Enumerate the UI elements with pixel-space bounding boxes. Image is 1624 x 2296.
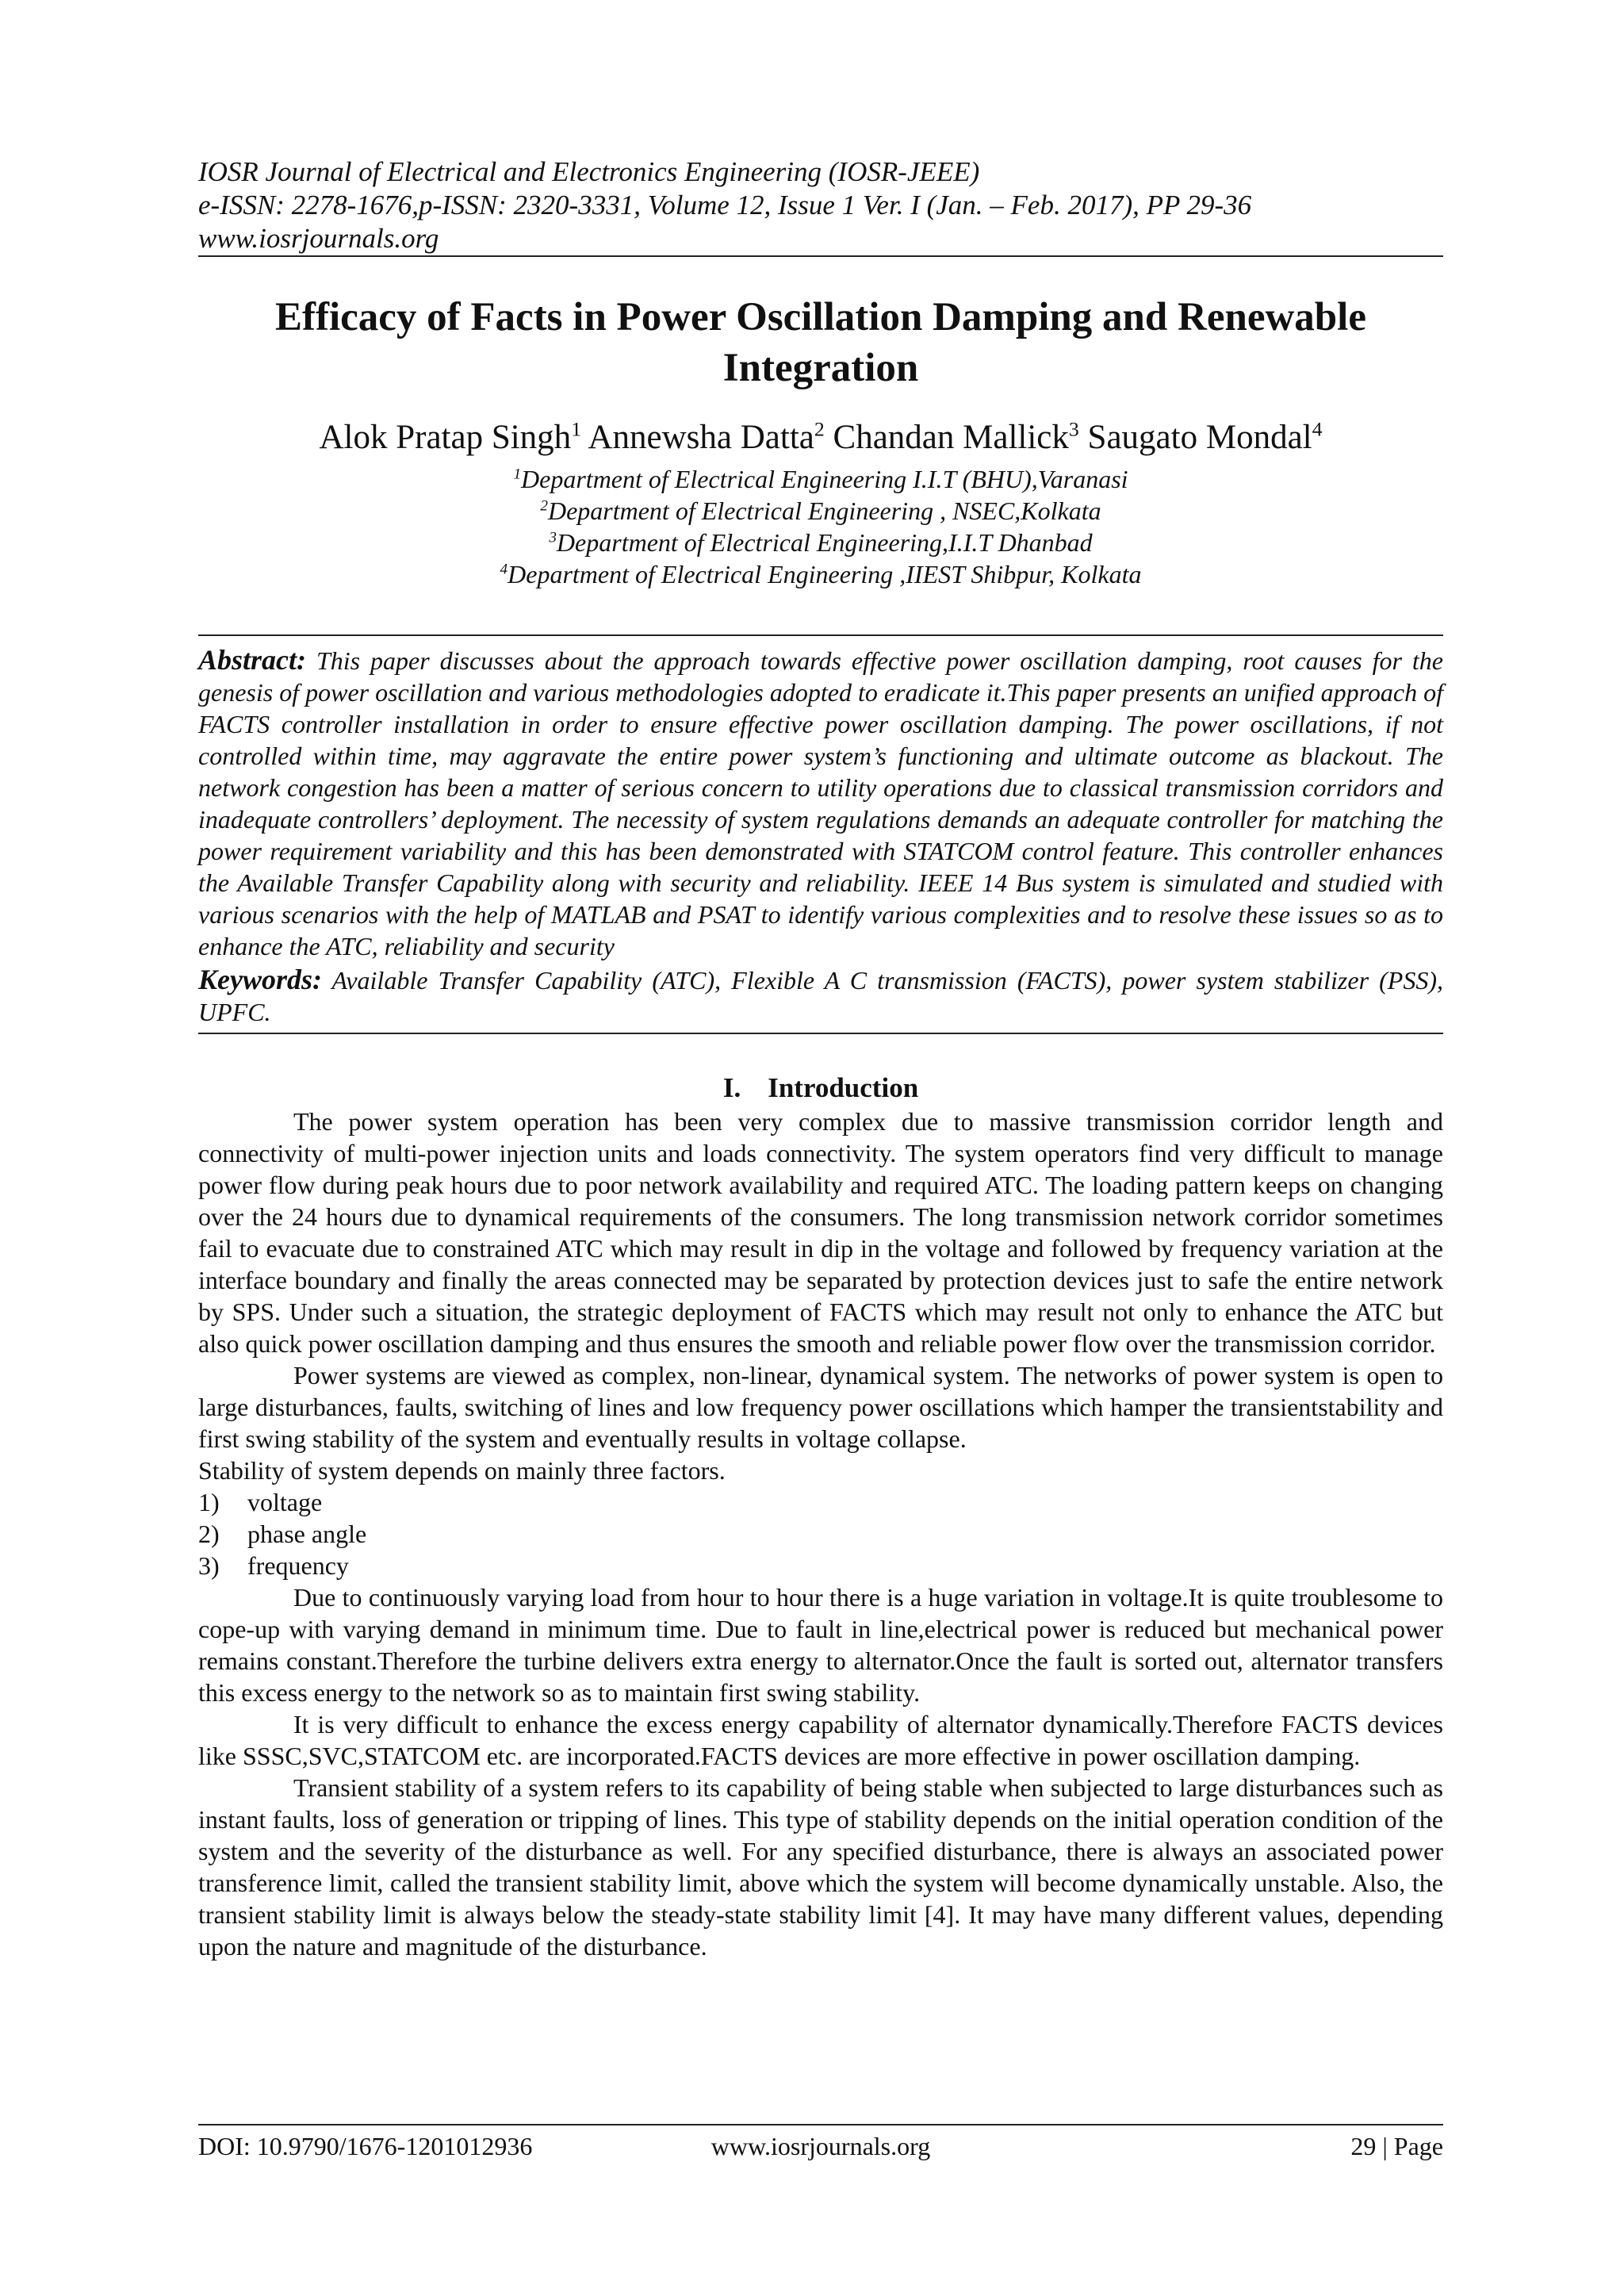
footer-doi: DOI: 10.9790/1676-1201012936	[198, 2132, 533, 2160]
section-title: Introduction	[768, 1072, 919, 1103]
list-item	[198, 1518, 1443, 1550]
section-number: I.	[722, 1072, 741, 1103]
paragraph: The power system operation has been very complex due to massive transmission corridor length and connectivity of multi-power injection units and loads connectivity. The system operators find very difficult to manage power flow during peak hours due to poor network availability and required ATC. The loading pattern keeps on changing over the 24 hours due to dynamical requirements of the consumers. The long transmission network corridor sometimes fail to evacuate due to constrained ATC which may result in dip in the voltage and followed by frequency variation at the interface boundary and finally the areas connected may be separated by protection devices just to safe the entire network by SPS. Under such a situation, the strategic deployment of FACTS which may result not only to enhance the ATC but also quick power oscillation damping and thus ensures the smooth and reliable power flow over the transmission corridor.	[198, 1107, 1443, 1358]
paragraph: Stability of system depends on mainly three factors.	[198, 1456, 726, 1485]
affiliation-sup: 3	[549, 529, 557, 546]
author-sup: 2	[814, 417, 825, 441]
paper-title	[198, 292, 1443, 393]
list-text: voltage	[247, 1488, 323, 1516]
header-website: www.iosrjournals.org	[198, 223, 439, 254]
author-sup: 1	[571, 417, 582, 441]
title-line-1: Efficacy of Facts in Power Oscillation Damping and Renewable	[275, 295, 1366, 339]
affiliation-sup: 4	[500, 561, 508, 578]
affiliation	[198, 495, 1443, 527]
footer-page-number: 29 | Page	[1350, 2132, 1443, 2160]
paragraph: Power systems are viewed as complex, non-linear, dynamical system. The networks of power system is open to large disturbances, faults, switching of lines and low frequency power oscillations which hamper the transientstability and first swing stability of the system and eventually results in voltage collapse.	[198, 1361, 1443, 1453]
author-name: Annewsha Datta	[588, 419, 814, 456]
keywords	[198, 964, 1443, 1028]
keywords-label: Keywords:	[198, 964, 322, 995]
abstract-label: Abstract:	[198, 644, 307, 676]
page-content	[198, 155, 1443, 1962]
author-name: Saugato Mondal	[1087, 419, 1312, 456]
list-item	[198, 1550, 1443, 1581]
affiliation-sup: 2	[540, 497, 548, 515]
abstract	[198, 644, 1443, 962]
author-name: Chandan Mallick	[833, 419, 1069, 456]
stability-factor-list	[198, 1486, 1443, 1581]
abstract-block	[198, 634, 1443, 1034]
abstract-bottom-divider	[198, 1033, 1443, 1034]
abstract-top-divider	[198, 634, 1443, 636]
title-line-2: Integration	[722, 346, 919, 390]
affiliation-text: Department of Electrical Engineering,I.I.T Dhanbad	[556, 528, 1093, 557]
author-name: Alok Pratap Singh	[319, 419, 572, 456]
list-text: frequency	[247, 1551, 349, 1580]
journal-header	[198, 155, 1443, 255]
list-number: 2)	[198, 1520, 220, 1548]
header-divider	[198, 255, 1443, 257]
footer-divider	[198, 2124, 1443, 2125]
author-sup: 4	[1312, 417, 1323, 441]
affiliation-sup: 1	[513, 466, 522, 483]
affiliation	[198, 558, 1443, 590]
paragraph: It is very difficult to enhance the excess energy capability of alternator dynamically.Therefore FACTS devices like SSSC,SVC,STATCOM etc. are incorporated.FACTS devices are more effective in power oscillation damping.	[198, 1710, 1443, 1770]
affiliation-list	[198, 463, 1443, 590]
issn-line: e-ISSN: 2278-1676,p-ISSN: 2320-3331, Volume 12, Issue 1 Ver. I (Jan. – Feb. 2017), PP 29-36	[198, 190, 1252, 220]
list-item	[198, 1486, 1443, 1518]
section-heading	[198, 1071, 1443, 1106]
affiliation-text: Department of Electrical Engineering , NSEC,Kolkata	[547, 496, 1101, 525]
abstract-text: This paper discusses about the approach towards effective power oscillation damping, root causes for the genesis of power oscillation and various methodologies adopted to eradicate it.This paper presents an unified approach of FACTS controller installation in order to ensure effective power oscillation damping. The power oscillations, if not controlled within time, may aggravate the entire power system’s functioning and ultimate outcome as blackout. The network congestion has been a matter of serious concern to utility operations due to classical transmission corridors and inadequate controllers’ deployment. The necessity of system regulations demands an adequate controller for matching the power requirement variability and this has been demonstrated with STATCOM control feature. This controller enhances the Available Transfer Capability along with security and reliability. IEEE 14 Bus system is simulated and studied with various scenarios with the help of MATLAB and PSAT to identify various complexities and to resolve these issues so as to enhance the ATC, reliability and security	[198, 646, 1444, 960]
paragraph: Transient stability of a system refers to its capability of being stable when subjected to large disturbances such as instant faults, loss of generation or tripping of lines. This type of stability depends on the initial operation condition of the system and the severity of the disturbance as well. For any specified disturbance, there is always an associated power transference limit, called the transient stability limit, above which the system will become dynamically unstable. Also, the transient stability limit is always below the steady-state stability limit [4]. It may have many different values, depending upon the nature and magnitude of the disturbance.	[198, 1773, 1443, 1961]
affiliation	[198, 463, 1443, 495]
paragraph: Due to continuously varying load from hour to hour there is a huge variation in voltage.It is quite troublesome to cope-up with varying demand in minimum time. Due to fault in line,electrical power is reduced but mechanical power remains constant.Therefore the turbine delivers extra energy to alternator.Once the fault is sorted out, alternator transfers this excess energy to the network so as to maintain first swing stability.	[198, 1583, 1443, 1707]
journal-name: IOSR Journal of Electrical and Electronics Engineering (IOSR-JEEE)	[198, 156, 980, 187]
affiliation-text: Department of Electrical Engineering I.I.T (BHU),Varanasi	[521, 465, 1128, 493]
list-number: 1)	[198, 1488, 220, 1516]
keywords-text: Available Transfer Capability (ATC), Flexible A C transmission (FACTS), power system stabilizer (PSS), UPFC.	[198, 966, 1444, 1026]
list-text: phase angle	[247, 1520, 367, 1548]
list-number: 3)	[198, 1551, 220, 1580]
affiliation	[198, 527, 1443, 558]
author-list	[198, 417, 1443, 458]
author-sup: 3	[1068, 417, 1079, 441]
footer-website: www.iosrjournals.org	[710, 2132, 931, 2160]
affiliation-text: Department of Electrical Engineering ,IIEST Shibpur, Kolkata	[508, 560, 1142, 588]
